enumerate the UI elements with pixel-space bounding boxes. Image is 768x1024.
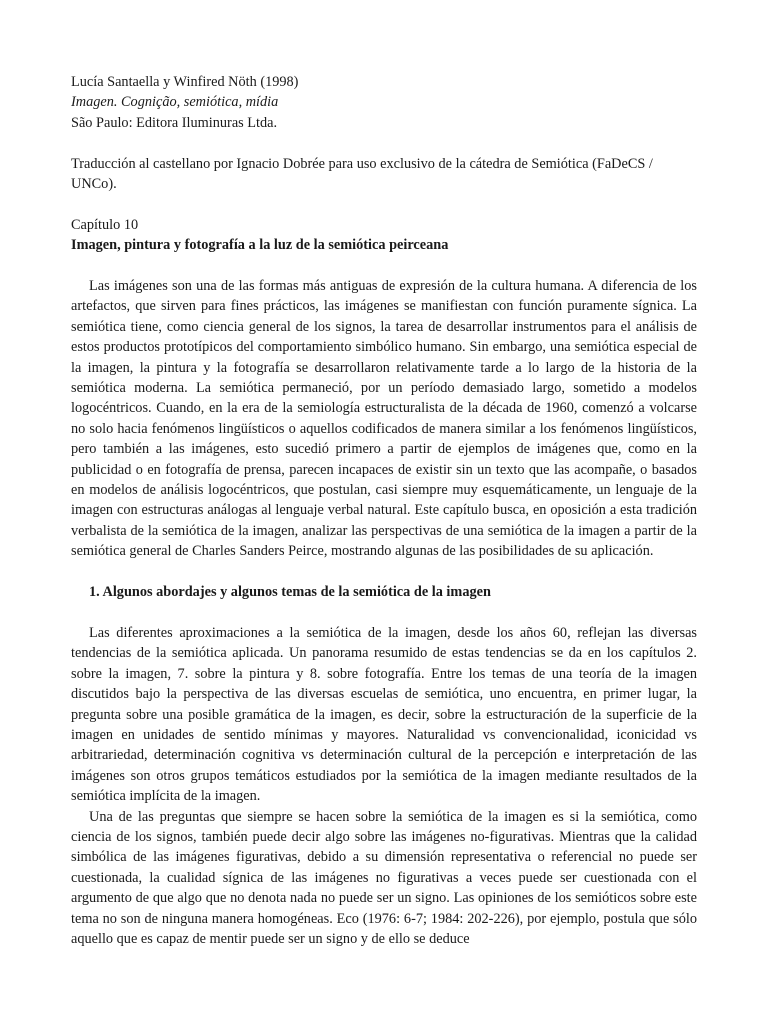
publisher-line: São Paulo: Editora Iluminuras Ltda.	[71, 114, 278, 131]
body-paragraph: Las diferentes aproximaciones a la semiótica de la imagen, desde los años 60, reflejan las diversas tendencias de la semiótica aplicada. Un panorama resumido de estas tendencias se da en los capítulos 2. sobre la imagen, 7. sobre la pintura y 8. sobre fotografía. Entre los temas de una teoría de la imagen discutidos bajo la perspectiva de las diversas escuelas de semiótica, uno encuentra, en primer lugar, la pregunta sobre una posible gramática de la imagen, es decir, sobre la estructuración de la superficie de la imagen en unidades de sentido mínimas y mayores. Naturalidad vs convencionalidad, iconicidad vs arbitrariedad, determinación cognitiva vs determinación cultural de la percepción e interpretación de las imágenes son otros grupos temáticos estudiados por la semiótica de la imagen mediante resultados de la semiótica implícita de la imagen.	[71, 624, 697, 805]
book-title: Imagen. Cognição, semiótica, mídia	[71, 94, 279, 111]
reference-header	[71, 72, 697, 133]
chapter-title: Imagen, pintura y fotografía a la luz de la semiótica peirceana	[71, 237, 449, 254]
document-page	[71, 72, 697, 949]
translation-note: Traducción al castellano por Ignacio Dobrée para uso exclusivo de la cátedra de Semiótica (FaDeCS / UNCo).	[71, 155, 653, 193]
authors-line: Lucía Santaella y Winfired Nöth (1998)	[71, 74, 299, 90]
section-heading: 1. Algunos abordajes y algunos temas de la semiótica de la imagen	[89, 584, 491, 601]
chapter-number: Capítulo 10	[71, 216, 139, 233]
chapter-heading	[71, 215, 697, 256]
intro-paragraph: Las imágenes son una de las formas más antiguas de expresión de la cultura humana. A diferencia de los artefactos, que sirven para fines prácticos, las imágenes se manifiestan con función puramente sígnica. La semiótica tiene, como ciencia general de los signos, la tarea de desarrollar instrumentos para el análisis de estos productos prototípicos del comportamiento simbólico humano. Sin embargo, una semiótica especial de la imagen, la pintura y la fotografía se desarrollaron relativamente tarde a lo largo de la historia de la semiótica moderna. La semiótica permaneció, por un período demasiado largo, sometido a modelos logocéntricos. Cuando, en la era de la semiología estructuralista de la década de 1960, comenzó a volcarse no solo hacia fenómenos lingüísticos o aquellos codificados de manera similar a los fenómenos lingüísticos, pero también a las imágenes, esto sucedió primero a partir de ejemplos de imágenes que, como en la publicidad o en fotografía de prensa, parecen incapaces de existir sin un texto que las acompañe, o basados en modelos de análisis logocéntricos, que postulan, casi siempre muy esquemáticamente, un lenguaje de la imagen con estructuras análogas al lenguaje verbal natural. Este capítulo busca, en oposición a esta tradición verbalista de la semiótica de la imagen, analizar las perspectivas de una semiótica de la imagen a partir de la semiótica general de Charles Sanders Peirce, mostrando algunas de las posibilidades de su aplicación.	[71, 278, 697, 560]
body-paragraph: Una de las preguntas que siempre se hacen sobre la semiótica de la imagen es si la semiótica, como ciencia de los signos, también puede decir algo sobre las imágenes no-figurativas. Mientras que la calidad simbólica de las imágenes figurativas, debido a su dimensión representativa o referencial no puede ser cuestionada, la cualidad sígnica de las imágenes no figurativas a veces puede ser cuestionada con el argumento de que algo que no denota nada no puede ser un signo. Las opiniones de los semióticos sobre este tema no son de ninguna manera homogéneas. Eco (1976: 6-7; 1984: 202-226), por ejemplo, postula que sólo aquello que es capaz de mentir puede ser un signo y de ello se deduce	[71, 808, 697, 947]
